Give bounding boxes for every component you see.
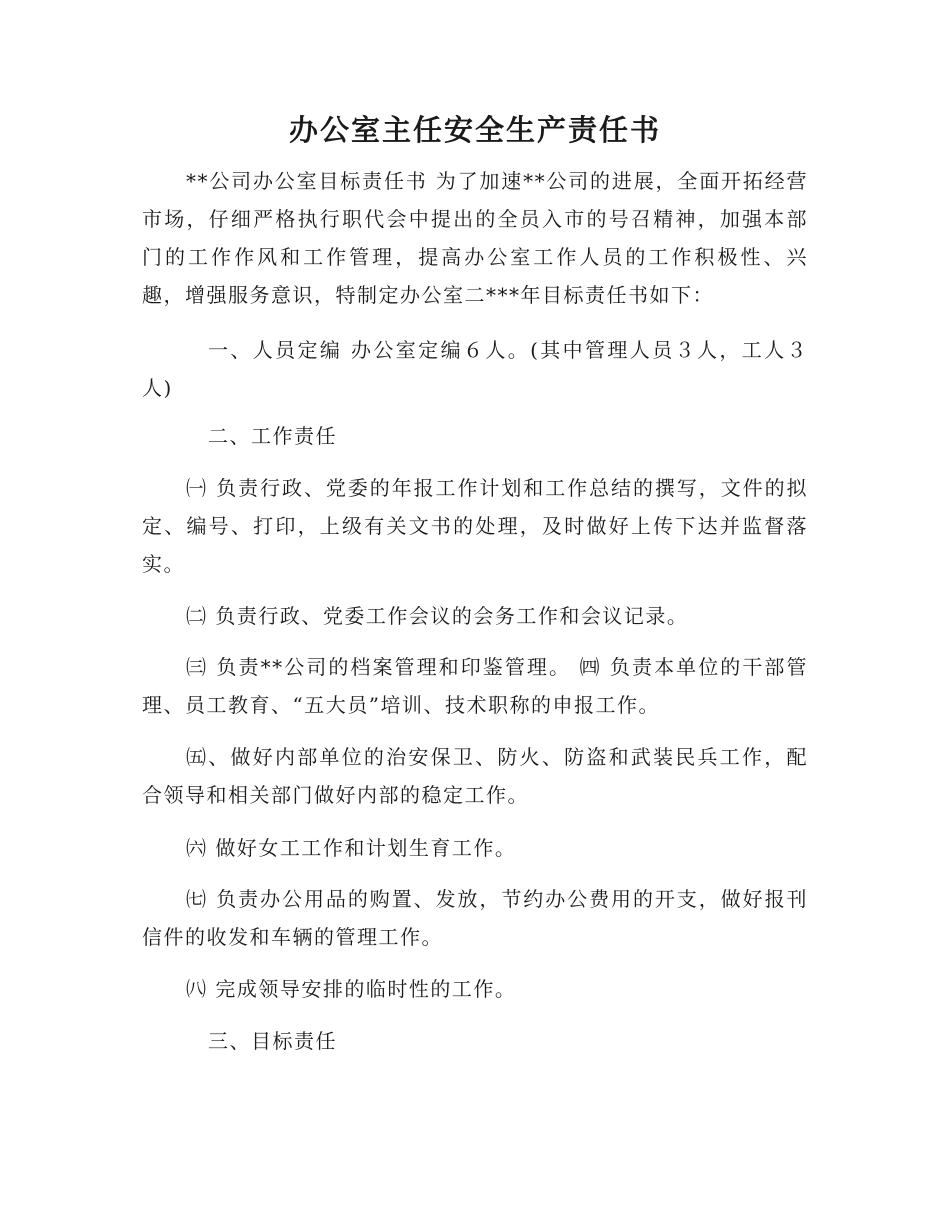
section-heading-duties: 二、工作责任: [208, 424, 337, 448]
duty-item-3-4: ㈢ 负责**公司的档案管理和印鉴管理。 ㈣ 负责本单位的干部管理、员工教育、“五大员”培训、技术职称的申报工作。: [142, 655, 808, 717]
section-staffing: 一、人员定编 办公室定编６人。(其中管理人员３人，工人３人): [142, 338, 808, 400]
document-title: 办公室主任安全生产责任书: [288, 113, 661, 147]
duty-item-8: ㈧ 完成领导安排的临时性的工作。: [186, 977, 517, 1001]
duty-item-2: ㈡ 负责行政、党委工作会议的会务工作和会议记录。: [186, 604, 689, 628]
duty-item-5: ㈤、做好内部单位的治安保卫、防火、防盗和武装民兵工作，配合领导和相关部门做好内部的稳定工作。: [142, 745, 808, 807]
intro-paragraph: **公司办公室目标责任书 为了加速**公司的进展，全面开拓经营市场，仔细严格执行职代会中提出的全员入市的号召精神，加强本部门的工作作风和工作管理，提高办公室工作人员的工作积极性、兴趣，增强服务意识，特制定办公室二***年目标责任书如下：: [142, 169, 808, 307]
section-heading-goals: 三、目标责任: [208, 1029, 337, 1053]
duty-item-1: ㈠ 负责行政、党委的年报工作计划和工作总结的撰写，文件的拟定、编号、打印，上级有关文书的处理，及时做好上传下达并监督落实。: [142, 476, 808, 576]
duty-item-6: ㈥ 做好女工工作和计划生育工作。: [186, 836, 517, 860]
duty-item-7: ㈦ 负责办公用品的购置、发放，节约办公费用的开支，做好报刊信件的收发和车辆的管理工作。: [142, 887, 808, 949]
